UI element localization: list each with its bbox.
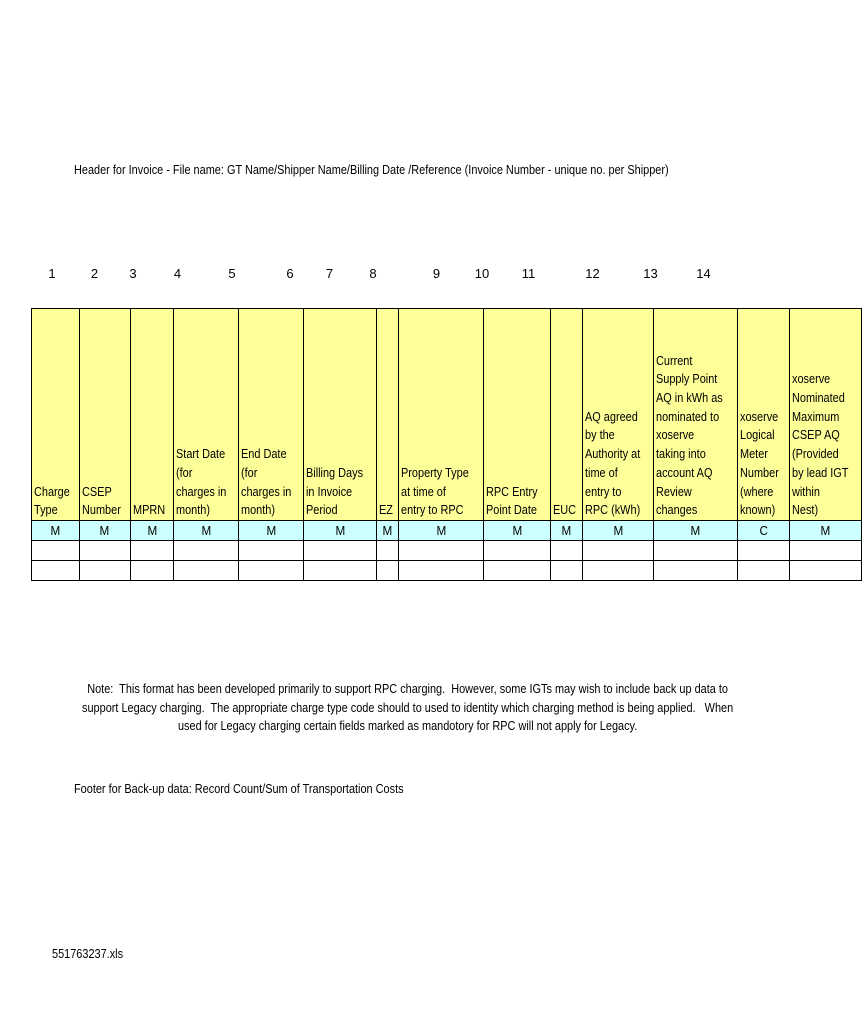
empty-cell [738, 541, 789, 561]
empty-cell [789, 541, 861, 561]
empty-cell [583, 541, 654, 561]
requirement-code: M [789, 521, 861, 541]
empty-cell [654, 541, 738, 561]
empty-cell [789, 561, 861, 581]
empty-cell [654, 561, 738, 581]
note-paragraph [20, 680, 734, 736]
table-row [32, 541, 862, 561]
empty-cell [174, 561, 239, 581]
requirement-code: M [174, 521, 239, 541]
empty-cell [79, 561, 130, 581]
requirement-code: M [377, 521, 399, 541]
empty-cell [484, 561, 550, 581]
empty-cell [484, 541, 550, 561]
column-number: 8 [369, 266, 377, 281]
footer-text: Footer for Back-up data: Record Count/Sum of Transportation Costs [74, 781, 404, 796]
column-header: Start Date (for charges in month) [174, 309, 239, 521]
note-text: Note: This format has been developed primarily to support RPC charging. However, some IGTs may wish to include back up data to support Legacy charging. The appropriate charge type code should to used to identity which charging method is being applied. When used for Legacy charging certain fields marked as mandotory for RPC will not apply for Legacy. [82, 681, 734, 733]
requirement-code: C [738, 521, 789, 541]
empty-cell [550, 561, 582, 581]
empty-cell [398, 561, 484, 581]
requirement-code: M [398, 521, 484, 541]
backup-data-table [31, 308, 862, 581]
requirement-code: M [484, 521, 550, 541]
requirement-code: M [583, 521, 654, 541]
empty-cell [32, 541, 80, 561]
empty-cell [377, 561, 399, 581]
empty-cell [550, 541, 582, 561]
empty-cell [304, 541, 377, 561]
requirement-code: M [79, 521, 130, 541]
file-name: 551763237.xls [52, 946, 124, 961]
invoice-header-text: Header for Invoice - File name: GT Name/Shipper Name/Billing Date /Reference (Invoice Number - unique no. per Shipper) [74, 162, 669, 177]
column-number: 2 [90, 266, 99, 281]
column-number: 11 [521, 266, 536, 281]
requirement-code: M [130, 521, 173, 541]
column-header: EZ [377, 309, 399, 521]
requirement-code: M [239, 521, 304, 541]
column-number: 1 [48, 266, 56, 281]
requirement-code: M [550, 521, 582, 541]
column-header: xoserve Logical Meter Number (where known) [738, 309, 789, 521]
empty-cell [130, 541, 173, 561]
empty-cell [304, 561, 377, 581]
column-number: 10 [474, 266, 490, 281]
column-number: 7 [325, 266, 334, 281]
empty-cell [239, 541, 304, 561]
empty-cell [239, 561, 304, 581]
column-number: 12 [585, 266, 600, 281]
empty-cell [130, 561, 173, 581]
column-header: RPC Entry Point Date [484, 309, 550, 521]
column-number-row [0, 266, 770, 284]
empty-cell [174, 541, 239, 561]
column-number: 5 [228, 266, 236, 281]
column-header: Current Supply Point AQ in kWh as nominated to xoserve taking into account AQ Review changes [654, 309, 738, 521]
column-header: CSEP Number [79, 309, 130, 521]
column-header: End Date (for charges in month) [239, 309, 304, 521]
mandatory-code-row [32, 521, 862, 541]
column-number: 4 [173, 266, 182, 281]
empty-cell [738, 561, 789, 581]
requirement-code: M [304, 521, 377, 541]
column-header: Property Type at time of entry to RPC [398, 309, 484, 521]
column-header: EUC [550, 309, 582, 521]
empty-cell [32, 561, 80, 581]
requirement-code: M [32, 521, 80, 541]
column-number: 9 [432, 266, 441, 281]
table-row [32, 561, 862, 581]
column-header: AQ agreed by the Authority at time of entry to RPC (kWh) [583, 309, 654, 521]
empty-cell [583, 561, 654, 581]
empty-cell [79, 541, 130, 561]
column-header: Charge Type [32, 309, 80, 521]
column-header: xoserve Nominated Maximum CSEP AQ (Provided by lead IGT within Nest) [789, 309, 861, 521]
empty-cell [398, 541, 484, 561]
column-number: 3 [129, 266, 137, 281]
column-header: MPRN [130, 309, 173, 521]
table-header-row [32, 309, 862, 521]
empty-cell [377, 541, 399, 561]
column-number: 14 [696, 266, 711, 281]
column-header: Billing Days in Invoice Period [304, 309, 377, 521]
requirement-code: M [654, 521, 738, 541]
column-number: 6 [286, 266, 294, 281]
column-number: 13 [643, 266, 658, 281]
